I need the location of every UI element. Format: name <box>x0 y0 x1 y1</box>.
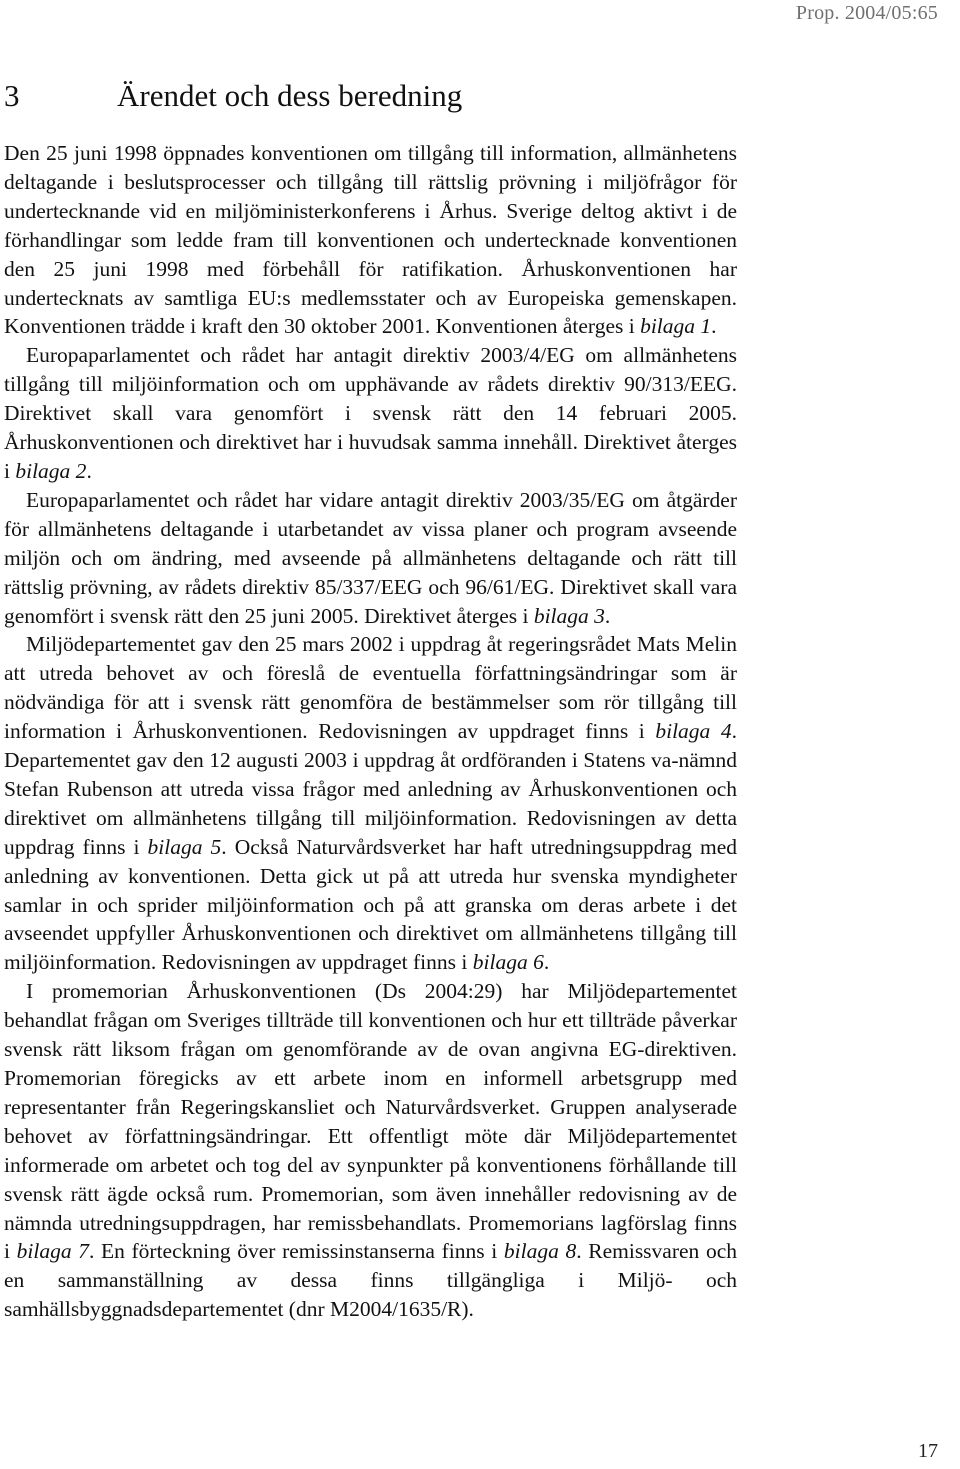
paragraph <box>4 630 737 977</box>
appendix-reference: bilaga 8 <box>503 1239 577 1264</box>
paragraph <box>4 486 737 631</box>
paragraph-text: Europaparlamentet och rådet har vidare antagit direktiv 2003/35/EG om åtgärder för allmänhetens deltagande i utarbetandet av vissa planer och program avseende miljön och om ändring, med avseende på allmänhetens deltagande och rätt till rättslig prövning, av rådets direktiv 85/337/EEG och 96/61/EG. Direktivet skall vara genomfört i svensk rätt den 25 juni 2005. Direktivet återges i <box>4 487 737 628</box>
appendix-reference: bilaga 2 <box>15 458 87 483</box>
paragraph-text: Europaparlamentet och rådet har antagit direktiv 2003/4/EG om allmänhetens tillgång till miljöinformation och om upphävande av rådets direktiv 90/313/EEG. Direktivet skall vara genomfört i svensk rätt den 14 februari 2005. Århuskonventionen och direktivet har i huvudsak samma innehåll. Direktivet återges i <box>4 343 737 483</box>
appendix-reference: bilaga 3 <box>533 603 605 628</box>
body-text <box>4 139 737 1324</box>
paragraph-text: . <box>604 603 611 628</box>
paragraph-text: . <box>711 314 717 339</box>
page-number: 17 <box>918 1440 938 1462</box>
paragraph-text: . <box>543 950 550 975</box>
paragraph-text: . Departementet gav den 12 augusti 2003 i uppdrag åt ordföranden i Statens va-nämnd Stefan Rubenson att utreda vissa frågor med anledning av Århuskonventionen och direktivet om allmänhetens tillgång till miljöinformation. Redovisningen av detta uppdrag finns i <box>4 719 737 859</box>
paragraph-text: I promemorian Århuskonventionen (Ds 2004:29) har Miljödepartementet behandlat frågan om Sveriges tillträde till konventionen och hur ett tillträde påverkar svensk rätt liksom frågan om genomförande av de ovan angivna EG-direktiven. Promemorian föregicks av ett arbete inom en informell arbetsgrupp med representanter från Regeringskansliet och Naturvårdsverket. Gruppen analyserade behovet av författningsändringar. Ett offentligt möte där Miljödepartementet informerade om arbetet och tog del av synpunkter på konventionens förhållande till svensk rätt ägde också rum. Promemorian, som även innehåller redovisning av de nämnda utredningsuppdragen, har remissbehandlats. Promemorians lagförslag finns i <box>4 979 737 1264</box>
section-heading <box>4 78 462 114</box>
paragraph <box>4 977 737 1324</box>
appendix-reference: bilaga 1 <box>640 314 712 339</box>
paragraph-text: Miljödepartementet gav den 25 mars 2002 i uppdrag åt regeringsrådet Mats Melin att utreda behovet av och föreslå de eventuella författningsändringar som är nödvändiga för att i svensk rätt genomföra de bestämmelser som rör tillgång till information i Århuskonventionen. Redovisningen av uppdraget finns i <box>4 632 737 744</box>
paragraph-text: . Också Naturvårdsverket har haft utredningsuppdrag med anledning av konventionen. Detta gick ut på att utreda hur svenska myndigheter samlar in och sprider miljöinformation och på att granska om deras arbete i det avseendet uppfyller Århuskonventionen och direktivet om allmänhetens tillgång till miljöinformation. Redovisningen av uppdraget finns i <box>4 834 737 975</box>
appendix-reference: bilaga 7 <box>16 1239 89 1264</box>
document-reference: Prop. 2004/05:65 <box>795 2 938 24</box>
paragraph-text: . <box>86 458 92 483</box>
paragraph <box>4 341 737 486</box>
paragraph <box>4 139 737 341</box>
paragraph-text: . En förteckning över remissinstanserna finns i <box>88 1239 504 1264</box>
appendix-reference: bilaga 4 <box>655 719 732 744</box>
section-number: 3 <box>4 78 20 113</box>
appendix-reference: bilaga 6 <box>472 950 544 975</box>
paragraph-text: . Remissvaren och en sammanställning av dessa finns tillgängliga i Miljö- och samhällsbyggnadsdepartementet (dnr M2004/1635/R). <box>4 1239 737 1322</box>
paragraph-text: Den 25 juni 1998 öppnades konventionen om tillgång till information, allmänhetens deltagande i beslutsprocesser och tillgång till rättslig prövning i miljöfrågor för undertecknande vid en miljöministerkonferens i Århus. Sverige deltog aktivt i de förhandlingar som ledde fram till konventionen och undertecknade konventionen den 25 juni 1998 med förbehåll för ratifikation. Århuskonventionen har undertecknats av samtliga EU:s medlemsstater och av Europeiska gemenskapen. Konventionen trädde i kraft den 30 oktober 2001. Konventionen återges i <box>4 141 737 339</box>
section-title: Ärendet och dess beredning <box>117 78 463 113</box>
appendix-reference: bilaga 5 <box>147 834 222 859</box>
